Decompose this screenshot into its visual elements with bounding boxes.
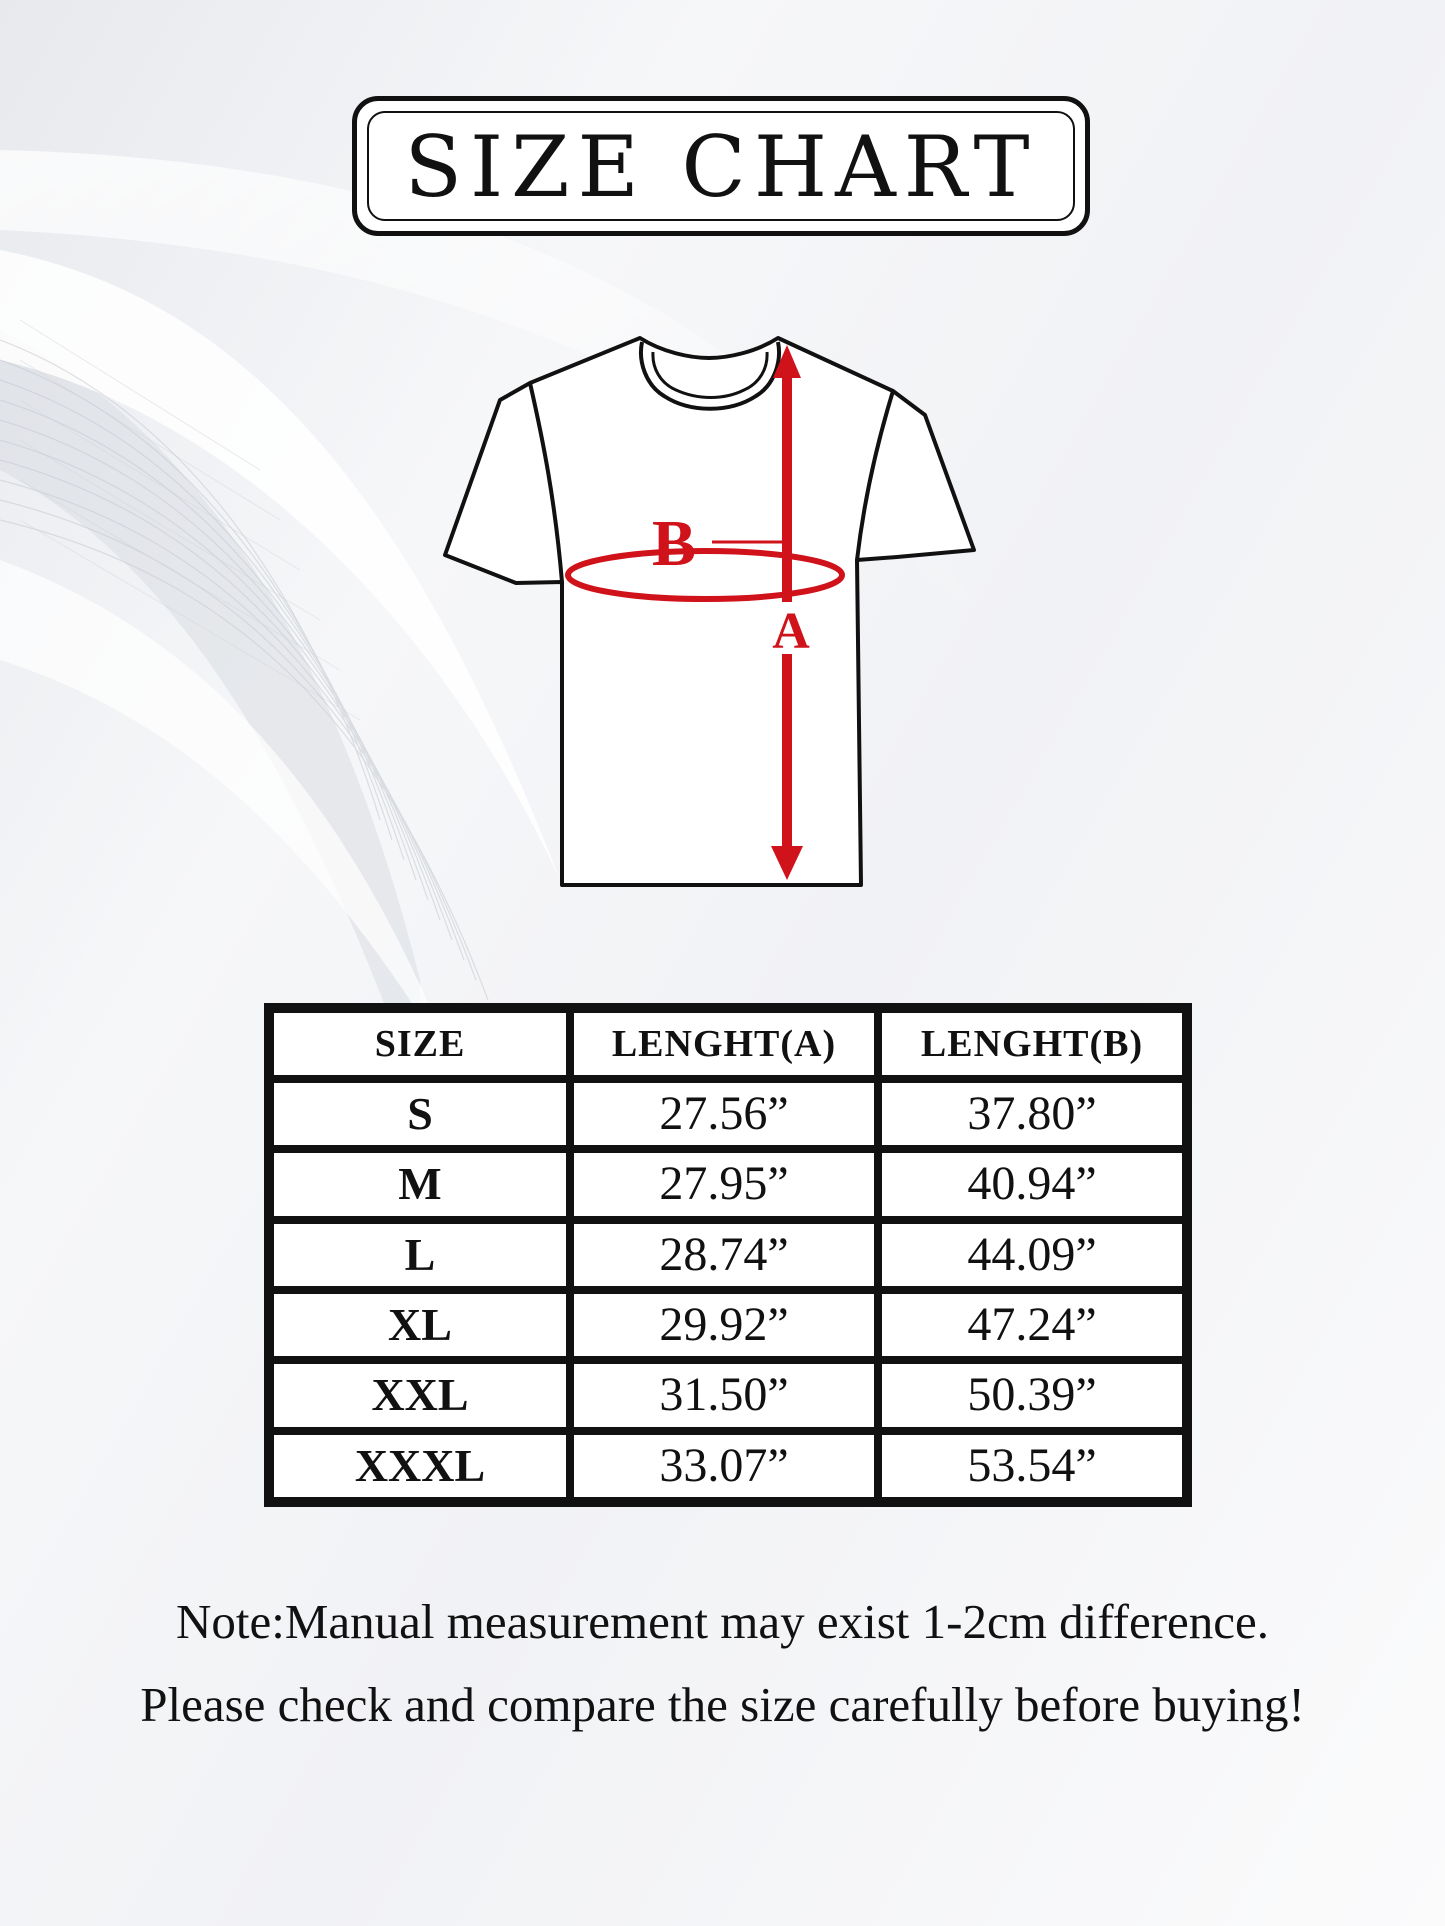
table-row: [270, 1079, 1186, 1149]
label-b: B: [651, 507, 697, 580]
length-a-cell: 29.92”: [570, 1290, 878, 1360]
length-b-cell: 47.24”: [878, 1290, 1186, 1360]
size-cell: XL: [270, 1290, 570, 1360]
length-b-cell: 40.94”: [878, 1149, 1186, 1219]
length-a-cell: 33.07”: [570, 1431, 878, 1501]
length-a-cell: 27.56”: [570, 1079, 878, 1149]
size-cell: L: [270, 1220, 570, 1290]
size-cell: XXL: [270, 1360, 570, 1430]
header-length-b: LENGHT(B): [878, 1009, 1186, 1079]
length-a-cell: 28.74”: [570, 1220, 878, 1290]
table-header-row: [270, 1009, 1186, 1079]
table-row: [270, 1290, 1186, 1360]
tshirt-outline: [445, 338, 974, 885]
length-b-cell: 53.54”: [878, 1431, 1186, 1501]
header-length-a: LENGHT(A): [570, 1009, 878, 1079]
length-a-cell: 27.95”: [570, 1149, 878, 1219]
note-line-2: Please check and compare the size carefully before buying!: [140, 1677, 1305, 1732]
page-title: SIZE CHART: [404, 118, 1038, 216]
title-inner-frame: [367, 111, 1075, 221]
size-table: [264, 1003, 1192, 1507]
size-cell: S: [270, 1079, 570, 1149]
note-line-1: Note:Manual measurement may exist 1-2cm difference.: [175, 1594, 1270, 1649]
title-frame: [352, 96, 1090, 236]
table-row: [270, 1431, 1186, 1501]
header-size: SIZE: [270, 1009, 570, 1079]
table-row: [270, 1360, 1186, 1430]
tshirt-diagram: [440, 325, 980, 895]
label-a: A: [772, 603, 810, 660]
length-b-cell: 44.09”: [878, 1220, 1186, 1290]
size-cell: M: [270, 1149, 570, 1219]
table-row: [270, 1149, 1186, 1219]
length-b-cell: 37.80”: [878, 1079, 1186, 1149]
length-a-cell: 31.50”: [570, 1360, 878, 1430]
table-row: [270, 1220, 1186, 1290]
size-cell: XXXL: [270, 1431, 570, 1501]
length-b-cell: 50.39”: [878, 1360, 1186, 1430]
